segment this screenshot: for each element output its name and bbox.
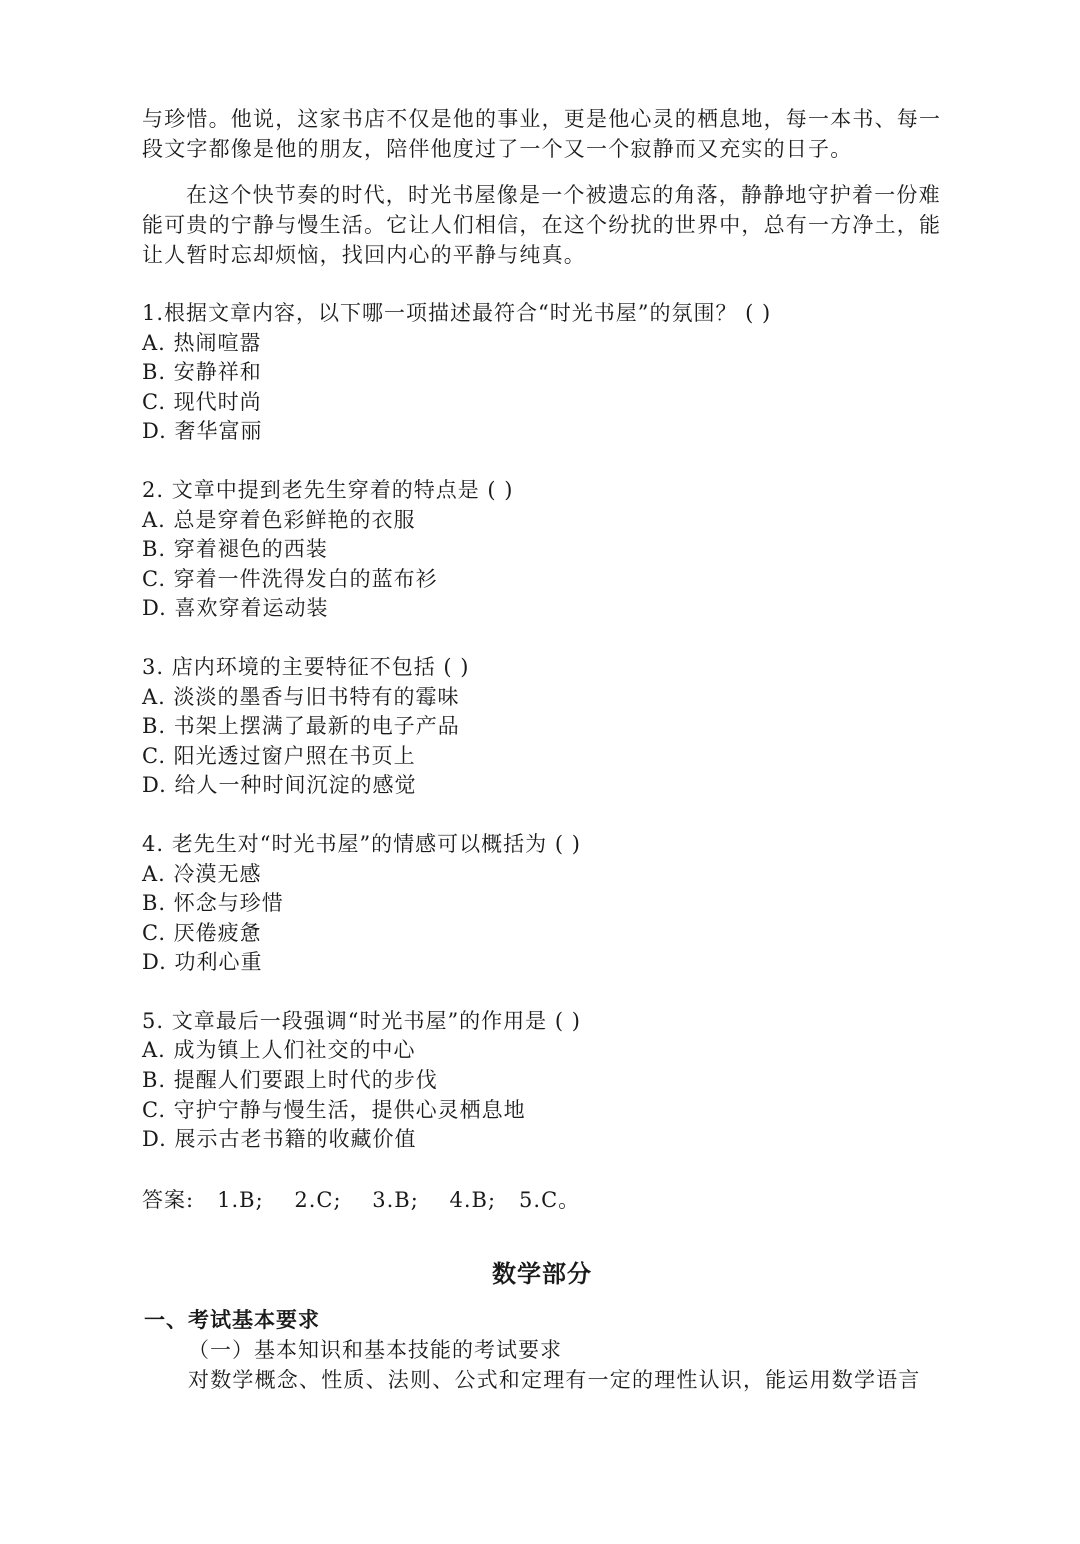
option-c: C. 穿着一件洗得发白的蓝布衫	[142, 566, 438, 591]
question-stem: 4. 老先生对“时光书屋”的情感可以概括为 ( )	[142, 831, 581, 856]
question-5	[142, 1007, 942, 1155]
option-b: B. 提醒人们要跟上时代的步伐	[142, 1068, 438, 1093]
passage-paragraph-2: 在这个快节奏的时代，时光书屋像是一个被遗忘的角落，静静地守护着一份难能可贵的宁静与慢生活。它让人们相信，在这个纷扰的世界中，总有一方净土，能让人暂时忘却烦恼，找回内心的平静与纯真。	[142, 183, 942, 267]
option-a: A. 总是穿着色彩鲜艳的衣服	[142, 507, 416, 532]
question-stem: 5. 文章最后一段强调“时光书屋”的作用是 ( )	[142, 1008, 581, 1033]
question-4	[142, 830, 942, 978]
option-a: A. 热闹喧嚣	[142, 330, 262, 355]
option-b: B. 书架上摆满了最新的电子产品	[142, 714, 460, 739]
option-b: B. 安静祥和	[142, 360, 262, 385]
option-c: C. 现代时尚	[142, 389, 262, 414]
option-d: D. 功利心重	[142, 950, 263, 975]
option-a: A. 淡淡的墨香与旧书特有的霉味	[142, 684, 460, 709]
section-title: 数学部分	[492, 1258, 592, 1288]
document-page	[142, 104, 942, 1395]
option-b: B. 穿着褪色的西装	[142, 537, 328, 562]
option-b: B. 怀念与珍惜	[142, 891, 284, 916]
option-a: A. 冷漠无感	[142, 861, 262, 886]
section-body-text: 对数学概念、性质、法则、公式和定理有一定的理性认识，能运用数学语言	[188, 1367, 921, 1392]
question-3	[142, 653, 942, 801]
question-stem: 1.根据文章内容，以下哪一项描述最符合“时光书屋”的氛围？ ( )	[142, 301, 772, 325]
option-c: C. 阳光透过窗户照在书页上	[142, 743, 416, 768]
question-stem: 3. 店内环境的主要特征不包括 ( )	[142, 654, 470, 679]
section-subheading: （一）基本知识和基本技能的考试要求	[188, 1337, 562, 1362]
question-1	[142, 299, 942, 447]
option-d: D. 喜欢穿着运动装	[142, 596, 329, 621]
option-d: D. 给人一种时间沉淀的感觉	[142, 773, 417, 798]
question-stem: 2. 文章中提到老先生穿着的特点是 ( )	[142, 477, 514, 502]
option-d: D. 奢华富丽	[142, 419, 263, 444]
question-2	[142, 476, 942, 624]
passage-paragraph-1: 与珍惜。他说，这家书店不仅是他的事业，更是他心灵的栖息地，每一本书、每一段文字都像是他的朋友，陪伴他度过了一个又一个寂静而又充实的日子。	[142, 107, 942, 161]
answer-key: 答案: 1.B; 2.C; 3.B; 4.B; 5.C。	[142, 1187, 581, 1212]
option-c: C. 厌倦疲惫	[142, 920, 262, 945]
option-a: A. 成为镇上人们社交的中心	[142, 1038, 416, 1063]
option-c: C. 守护宁静与慢生活，提供心灵栖息地	[142, 1097, 526, 1122]
section-heading: 一、考试基本要求	[144, 1306, 320, 1332]
option-d: D. 展示古老书籍的收藏价值	[142, 1127, 417, 1152]
